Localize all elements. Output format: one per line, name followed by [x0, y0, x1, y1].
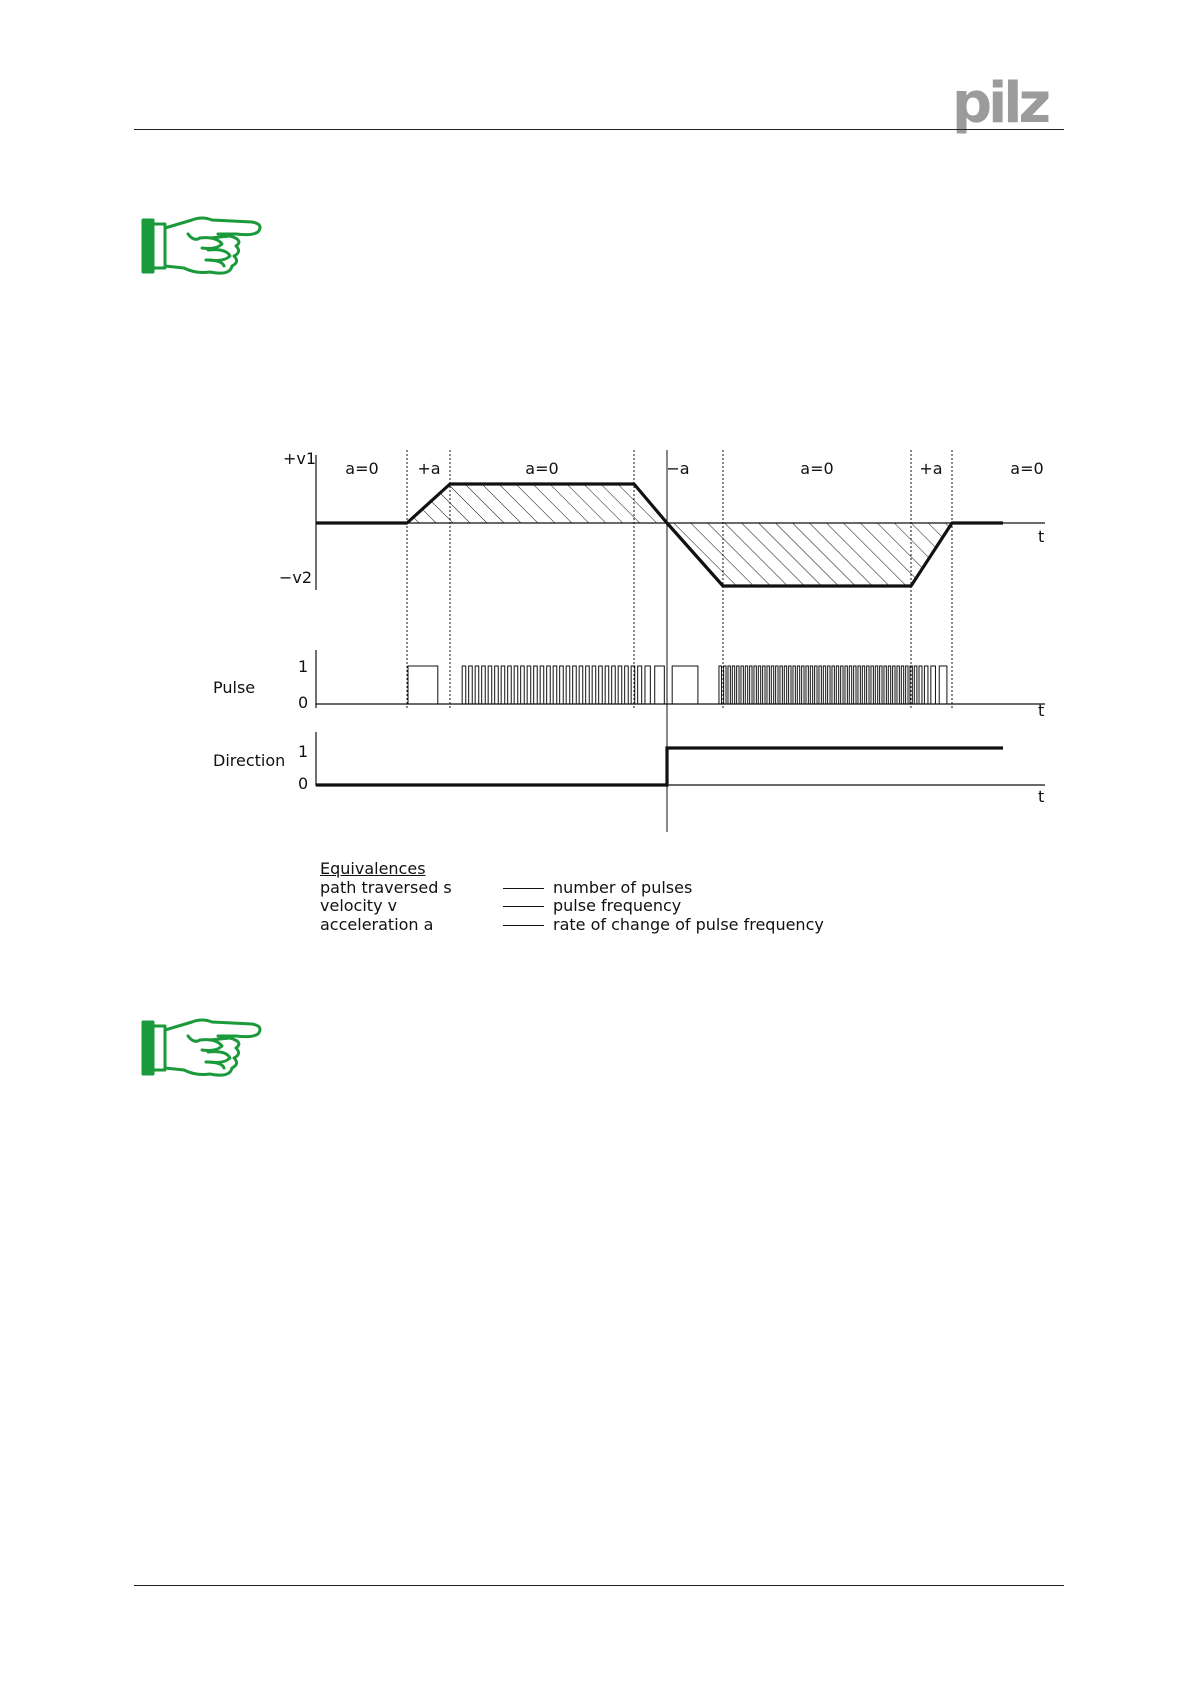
pulse	[728, 666, 730, 704]
direction-low-label: 0	[298, 774, 309, 793]
pointing-hand-icon	[140, 210, 264, 278]
pulse	[897, 666, 899, 704]
direction-graph	[213, 732, 1045, 806]
pulse	[797, 666, 799, 704]
pulse	[579, 666, 583, 704]
hatch-reverse	[667, 523, 952, 586]
pulse	[745, 666, 747, 704]
equivalence-term: acceleration a	[320, 914, 434, 934]
pulse	[638, 666, 642, 704]
pulse	[475, 666, 479, 704]
pulse	[408, 666, 438, 704]
pulse	[841, 666, 843, 704]
pulse	[750, 666, 752, 704]
pulse	[924, 666, 928, 704]
pulse	[547, 666, 551, 704]
pulse	[737, 666, 739, 704]
pulse	[560, 666, 564, 704]
pulse	[527, 666, 531, 704]
pulse	[482, 666, 486, 704]
pulse	[780, 666, 782, 704]
pulse	[758, 666, 760, 704]
pulse	[599, 666, 603, 704]
pulse	[854, 666, 856, 704]
pulse-t-label: t	[1038, 701, 1045, 720]
pulse	[612, 666, 616, 704]
pulse	[767, 666, 769, 704]
logo-text: pilz	[952, 74, 1048, 134]
pulse	[521, 666, 525, 704]
pulse	[931, 666, 936, 704]
pulse	[784, 666, 786, 704]
pulse	[880, 666, 882, 704]
pulse	[810, 666, 812, 704]
header-rule	[134, 129, 1064, 130]
pulse	[771, 666, 773, 704]
pulse	[645, 666, 650, 704]
pulse	[534, 666, 538, 704]
pulse	[625, 666, 629, 704]
pulse	[605, 666, 609, 704]
pulse	[888, 666, 890, 704]
motion-timing-diagram	[200, 440, 1060, 840]
pulse	[732, 666, 734, 704]
pulse	[806, 666, 808, 704]
segment-label: +a	[417, 459, 441, 478]
pulse	[776, 666, 778, 704]
velocity-graph	[279, 449, 1045, 832]
pulse	[836, 666, 838, 704]
equivalence-row	[320, 879, 880, 898]
pulse	[832, 666, 834, 704]
segment-label: a=0	[1010, 459, 1044, 478]
pulse	[514, 666, 518, 704]
pulse	[884, 666, 886, 704]
pulse	[849, 666, 851, 704]
pulse	[540, 666, 544, 704]
pulse	[919, 666, 922, 704]
equivalence-definition: rate of change of pulse frequency	[553, 914, 824, 934]
equivalence-term: path traversed s	[320, 877, 452, 897]
pulse	[793, 666, 795, 704]
pulse	[719, 666, 722, 704]
pulse	[893, 666, 895, 704]
direction-t-label: t	[1038, 787, 1045, 806]
segment-label: a=0	[800, 459, 834, 478]
pulse	[939, 666, 947, 704]
pulse	[914, 666, 917, 704]
v-pos-label: +v1	[283, 449, 317, 468]
pulse	[724, 666, 726, 704]
pulse	[871, 666, 873, 704]
pulse	[672, 666, 698, 704]
pulse	[763, 666, 765, 704]
pulse	[462, 666, 466, 704]
segment-label: −a	[666, 459, 690, 478]
pulse	[741, 666, 743, 704]
pulse	[553, 666, 557, 704]
segment-label: a=0	[525, 459, 559, 478]
pulse	[815, 666, 817, 704]
pulse	[655, 666, 665, 704]
pulse	[802, 666, 804, 704]
equivalence-row	[320, 916, 880, 935]
pulse-low-label: 0	[298, 693, 309, 712]
pulse	[901, 666, 903, 704]
pulse	[819, 666, 821, 704]
equivalence-dash	[503, 888, 544, 889]
pulse	[488, 666, 492, 704]
pulse	[573, 666, 577, 704]
pulse	[867, 666, 869, 704]
pulse	[823, 666, 825, 704]
segment-label: +a	[919, 459, 943, 478]
equivalence-definition: number of pulses	[553, 877, 693, 897]
pulse	[862, 666, 864, 704]
pulse	[845, 666, 847, 704]
pulse	[875, 666, 877, 704]
direction-label: Direction	[213, 751, 286, 770]
pulse-graph	[213, 650, 1045, 720]
pulse	[495, 666, 499, 704]
pulse	[586, 666, 590, 704]
pulse	[618, 666, 622, 704]
pointing-hand-icon	[140, 1012, 264, 1080]
velocity-t-label: t	[1038, 527, 1045, 546]
equivalence-row	[320, 897, 880, 916]
pulse-high-label: 1	[298, 657, 309, 676]
direction-signal	[316, 748, 1003, 785]
pulse	[566, 666, 570, 704]
pulse-train	[408, 666, 947, 704]
pulse	[858, 666, 860, 704]
pulse-label: Pulse	[213, 678, 256, 697]
pulse	[906, 666, 908, 704]
direction-high-label: 1	[298, 742, 309, 761]
v-neg-label: −v2	[279, 568, 313, 587]
equivalence-definition: pulse frequency	[553, 896, 682, 915]
footer-rule	[134, 1585, 1064, 1586]
pulse	[592, 666, 596, 704]
pulse	[828, 666, 830, 704]
equivalences-title: Equivalences	[320, 859, 426, 878]
equivalence-dash	[503, 925, 544, 926]
pulse	[789, 666, 791, 704]
pulse	[754, 666, 756, 704]
equivalence-dash	[503, 906, 544, 907]
pulse	[501, 666, 505, 704]
equivalence-term: velocity v	[320, 896, 398, 915]
equivalences-legend	[320, 860, 880, 934]
pulse	[469, 666, 473, 704]
hatch-forward	[407, 484, 667, 523]
segment-label: a=0	[345, 459, 379, 478]
pulse	[508, 666, 512, 704]
pilz-logo	[950, 74, 1060, 134]
